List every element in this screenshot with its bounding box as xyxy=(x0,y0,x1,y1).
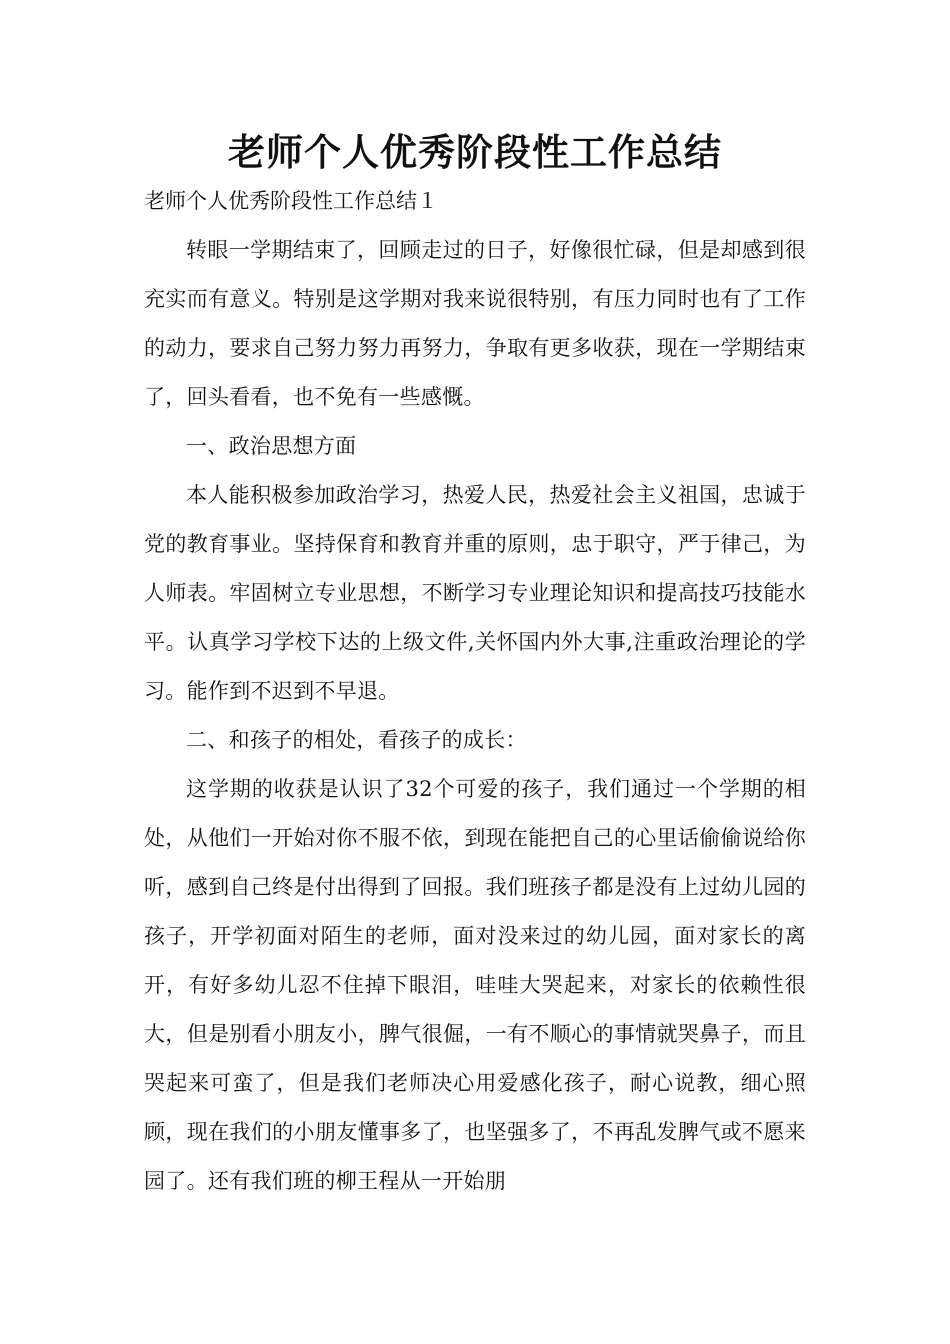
document-body xyxy=(144,226,806,1206)
paragraph-children: 这学期的收获是认识了32个可爱的孩子，我们通过一个学期的相处，从他们一开始对你不服不依，到现在能把自己的心里话偷偷说给你听，感到自己终是付出得到了回报。我们班孩子都是没有上过幼儿园的孩子，开学初面对陌生的老师，面对没来过的幼儿园，面对家长的离开，有好多幼儿忍不住掉下眼泪，哇哇大哭起来，对家长的依赖性很大，但是别看小朋友小，脾气很倔，一有不顺心的事情就哭鼻子，而且哭起来可蛮了，但是我们老师决心用爱感化孩子，耐心说教，细心照顾，现在我们的小朋友懂事多了，也坚强多了，不再乱发脾气或不愿来园了。还有我们班的柳王程从一开始朋 xyxy=(144,777,806,1193)
document-title: 老师个人优秀阶段性工作总结 xyxy=(228,131,722,174)
paragraph-intro: 转眼一学期结束了，回顾走过的日子，好像很忙碌，但是却感到很充实而有意义。特别是这学期对我来说很特别，有压力同时也有了工作的动力，要求自己努力努力再努力，争取有更多收获，现在一学期结束了，回头看看，也不免有一些感慨。 xyxy=(144,238,806,409)
paragraph-politics: 本人能积极参加政治学习，热爱人民，热爱社会主义祖国，忠诚于党的教育事业。坚持保育和教育并重的原则，忠于职守，严于律己，为人师表。牢固树立专业思想，不断学习专业理论知识和提高技巧技能水平。认真学习学校下达的上级文件,关怀国内外大事,注重政治理论的学习。能作到不迟到不早退。 xyxy=(144,483,806,703)
document-subtitle: 老师个人优秀阶段性工作总结１ xyxy=(144,189,438,213)
section-heading-politics: 一、政治思想方面 xyxy=(186,434,357,458)
section-heading-children: 二、和孩子的相处，看孩子的成长： xyxy=(186,728,527,752)
